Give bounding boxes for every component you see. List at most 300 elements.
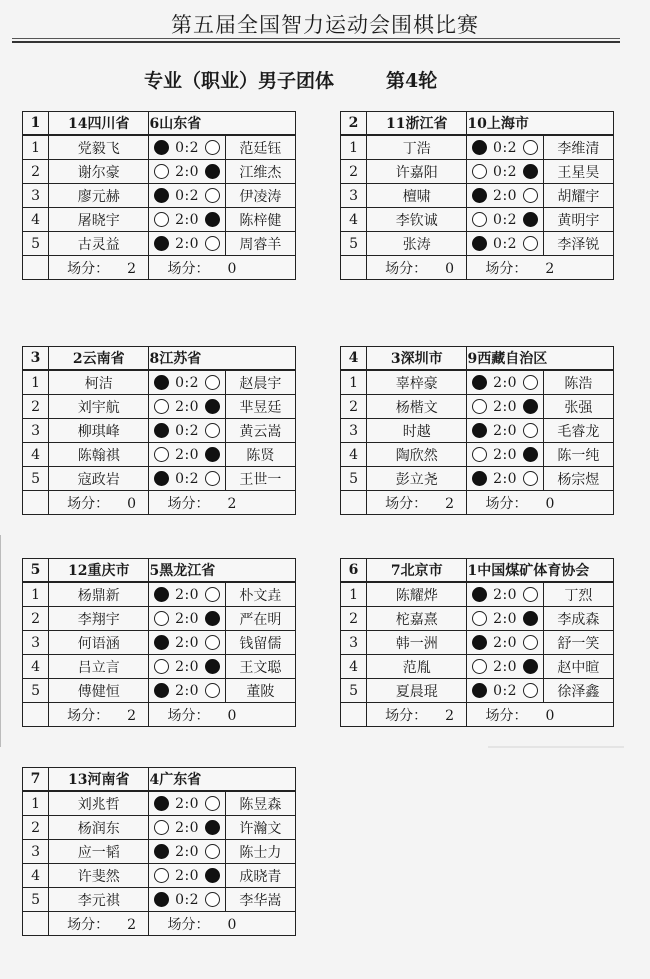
black-stone-icon: [154, 844, 169, 859]
team-1-points: [49, 703, 149, 727]
player-2: 钱留儒: [225, 631, 295, 655]
stone-1-cell: [467, 467, 491, 491]
player-1: 杨楷文: [367, 395, 467, 419]
player-1: 夏晨琨: [367, 679, 467, 703]
team-1-points: [367, 703, 467, 727]
board-number: 4: [341, 443, 367, 467]
stone-2-cell: [201, 443, 225, 467]
player-2: 赵中暄: [543, 655, 613, 679]
black-stone-icon: [523, 164, 538, 179]
team-2-name: 9西藏自治区: [467, 347, 614, 371]
stone-2-cell: [201, 395, 225, 419]
team-2-points: [149, 912, 296, 936]
points-label: 场分：: [167, 495, 210, 512]
points-label: 场分：: [67, 707, 110, 724]
board-score: 2:0: [173, 395, 201, 419]
player-1: 檀啸: [367, 184, 467, 208]
player-2: 徐泽鑫: [543, 679, 613, 703]
stone-2-cell: [201, 232, 225, 256]
board-score: 2:0: [491, 582, 519, 607]
player-1: 张涛: [367, 232, 467, 256]
board-row: [23, 582, 296, 607]
board-score: 2:0: [173, 864, 201, 888]
player-1: 陈翰祺: [49, 443, 149, 467]
black-stone-icon: [472, 423, 487, 438]
team-1-points: [49, 912, 149, 936]
player-1: 杨润东: [49, 816, 149, 840]
board-score: 0:2: [491, 208, 519, 232]
team-1-name: 14四川省: [49, 112, 149, 136]
stone-1-cell: [467, 443, 491, 467]
board-row: [23, 791, 296, 816]
board-row: [23, 631, 296, 655]
points-label: 场分：: [167, 707, 210, 724]
board-score: 2:0: [491, 443, 519, 467]
stone-1-cell: [467, 208, 491, 232]
white-stone-icon: [205, 375, 220, 390]
player-2: 李维清: [543, 135, 613, 160]
black-stone-icon: [472, 587, 487, 602]
stone-2-cell: [201, 419, 225, 443]
board-number: 1: [23, 370, 49, 395]
board-score: 2:0: [173, 816, 201, 840]
points-label: 场分：: [485, 707, 528, 724]
match-number: 1: [23, 112, 49, 136]
board-row: [23, 419, 296, 443]
board-number: 1: [23, 135, 49, 160]
player-1: 许嘉阳: [367, 160, 467, 184]
points-value: 0: [227, 260, 237, 277]
board-row: [23, 864, 296, 888]
board-row: [341, 135, 614, 160]
black-stone-icon: [472, 236, 487, 251]
stone-1-cell: [149, 888, 173, 912]
match-number: 6: [341, 559, 367, 583]
white-stone-icon: [205, 471, 220, 486]
board-number: 2: [23, 395, 49, 419]
points-label: 场分：: [67, 495, 110, 512]
team-2-points: [149, 703, 296, 727]
board-row: [23, 443, 296, 467]
white-stone-icon: [154, 164, 169, 179]
points-value: 0: [545, 495, 555, 512]
board-row: [23, 679, 296, 703]
board-number: 4: [341, 655, 367, 679]
white-stone-icon: [472, 399, 487, 414]
player-2: 黄云嵩: [225, 419, 295, 443]
points-value: 2: [445, 495, 455, 512]
board-score: 0:2: [491, 679, 519, 703]
stone-2-cell: [201, 840, 225, 864]
player-2: 陈士力: [225, 840, 295, 864]
stone-1-cell: [149, 840, 173, 864]
board-score: 0:2: [173, 135, 201, 160]
stone-2-cell: [519, 443, 543, 467]
player-2: 李成森: [543, 607, 613, 631]
board-score: 0:2: [173, 467, 201, 491]
player-2: 胡耀宇: [543, 184, 613, 208]
page-title: 第五届全国智力运动会围棋比赛: [171, 13, 479, 37]
board-row: [23, 370, 296, 395]
points-label: 场分：: [167, 260, 210, 277]
stone-1-cell: [467, 655, 491, 679]
points-value: 2: [127, 707, 137, 724]
stone-2-cell: [201, 679, 225, 703]
board-score: 2:0: [173, 232, 201, 256]
board-number: 4: [23, 443, 49, 467]
board-row: [341, 370, 614, 395]
team-2-name: 1中国煤矿体育协会: [467, 559, 614, 583]
stone-1-cell: [149, 864, 173, 888]
player-2: 成晓青: [225, 864, 295, 888]
stone-1-cell: [149, 395, 173, 419]
white-stone-icon: [523, 587, 538, 602]
stone-2-cell: [519, 582, 543, 607]
points-value: 0: [545, 707, 555, 724]
team-2-name: 5黑龙江省: [149, 559, 296, 583]
white-stone-icon: [154, 212, 169, 227]
board-row: [23, 655, 296, 679]
player-2: 陈梓健: [225, 208, 295, 232]
board-row: [341, 160, 614, 184]
white-stone-icon: [523, 375, 538, 390]
player-2: 李华嵩: [225, 888, 295, 912]
black-stone-icon: [205, 399, 220, 414]
player-1: 李翔宇: [49, 607, 149, 631]
match-table: [340, 346, 614, 515]
white-stone-icon: [154, 399, 169, 414]
stone-2-cell: [519, 208, 543, 232]
board-number: 4: [341, 208, 367, 232]
team-1-points: [367, 256, 467, 280]
board-number: 2: [341, 395, 367, 419]
white-stone-icon: [154, 611, 169, 626]
player-2: 王世一: [225, 467, 295, 491]
stone-2-cell: [519, 655, 543, 679]
team-1-name: 7北京市: [367, 559, 467, 583]
player-1: 谢尔豪: [49, 160, 149, 184]
board-row: [23, 467, 296, 491]
board-score: 2:0: [491, 395, 519, 419]
points-value: 2: [127, 916, 137, 933]
white-stone-icon: [523, 140, 538, 155]
footer-blank: [23, 491, 49, 515]
player-2: 陈一纯: [543, 443, 613, 467]
board-number: 2: [23, 816, 49, 840]
points-label: 场分：: [485, 495, 528, 512]
board-number: 5: [23, 232, 49, 256]
player-2: 黄明宇: [543, 208, 613, 232]
board-score: 2:0: [173, 631, 201, 655]
board-row: [341, 607, 614, 631]
match-number: 4: [341, 347, 367, 371]
black-stone-icon: [154, 423, 169, 438]
white-stone-icon: [472, 447, 487, 462]
points-value: 0: [227, 916, 237, 933]
team-2-points: [149, 256, 296, 280]
board-score: 2:0: [491, 370, 519, 395]
player-1: 辜梓豪: [367, 370, 467, 395]
board-row: [341, 419, 614, 443]
footer-blank: [23, 703, 49, 727]
event-subtitle: [144, 66, 437, 93]
stone-1-cell: [467, 135, 491, 160]
black-stone-icon: [154, 375, 169, 390]
player-1: 屠晓宇: [49, 208, 149, 232]
stone-1-cell: [149, 607, 173, 631]
stone-1-cell: [149, 679, 173, 703]
board-row: [341, 467, 614, 491]
player-2: 范廷钰: [225, 135, 295, 160]
board-row: [341, 582, 614, 607]
stone-1-cell: [149, 582, 173, 607]
black-stone-icon: [523, 611, 538, 626]
white-stone-icon: [472, 659, 487, 674]
stone-1-cell: [149, 791, 173, 816]
black-stone-icon: [205, 659, 220, 674]
player-2: 许瀚文: [225, 816, 295, 840]
stone-2-cell: [201, 184, 225, 208]
board-number: 1: [341, 370, 367, 395]
player-1: 李钦诚: [367, 208, 467, 232]
white-stone-icon: [472, 611, 487, 626]
team-2-points: [467, 491, 614, 515]
black-stone-icon: [472, 635, 487, 650]
board-number: 3: [23, 184, 49, 208]
player-1: 陈耀烨: [367, 582, 467, 607]
board-score: 2:0: [491, 631, 519, 655]
player-2: 陈贤: [225, 443, 295, 467]
board-row: [341, 679, 614, 703]
player-1: 傅健恒: [49, 679, 149, 703]
stone-1-cell: [149, 467, 173, 491]
points-value: 0: [445, 260, 454, 277]
board-number: 2: [341, 160, 367, 184]
stone-2-cell: [519, 395, 543, 419]
board-row: [341, 184, 614, 208]
player-2: 陈浩: [543, 370, 613, 395]
stone-1-cell: [467, 160, 491, 184]
stone-2-cell: [519, 232, 543, 256]
stone-1-cell: [149, 816, 173, 840]
white-stone-icon: [523, 423, 538, 438]
board-score: 2:0: [173, 679, 201, 703]
board-number: 5: [23, 467, 49, 491]
black-stone-icon: [523, 212, 538, 227]
player-1: 应一韬: [49, 840, 149, 864]
points-label: 场分：: [485, 260, 528, 277]
black-stone-icon: [205, 868, 220, 883]
player-1: 柳琪峰: [49, 419, 149, 443]
stone-1-cell: [467, 232, 491, 256]
board-row: [23, 232, 296, 256]
stone-1-cell: [149, 370, 173, 395]
player-2: 严在明: [225, 607, 295, 631]
white-stone-icon: [205, 635, 220, 650]
white-stone-icon: [154, 659, 169, 674]
white-stone-icon: [205, 140, 220, 155]
player-2: 江维杰: [225, 160, 295, 184]
black-stone-icon: [205, 447, 220, 462]
stone-1-cell: [467, 679, 491, 703]
player-1: 柁嘉熹: [367, 607, 467, 631]
stone-2-cell: [201, 888, 225, 912]
scan-edge: [0, 535, 1, 747]
points-label: 场分：: [167, 916, 210, 933]
player-1: 党毅飞: [49, 135, 149, 160]
board-number: 5: [341, 679, 367, 703]
player-1: 刘宇航: [49, 395, 149, 419]
match-table: [340, 558, 614, 727]
board-number: 4: [23, 864, 49, 888]
white-stone-icon: [205, 892, 220, 907]
player-2: 毛睿龙: [543, 419, 613, 443]
black-stone-icon: [472, 471, 487, 486]
round-label: 第4轮: [386, 70, 438, 92]
stone-1-cell: [467, 370, 491, 395]
player-2: 张强: [543, 395, 613, 419]
black-stone-icon: [154, 140, 169, 155]
player-2: 王星昊: [543, 160, 613, 184]
stone-2-cell: [201, 467, 225, 491]
player-1: 时越: [367, 419, 467, 443]
player-1: 许斐然: [49, 864, 149, 888]
points-value: 2: [445, 707, 455, 724]
footer-blank: [23, 912, 49, 936]
stone-2-cell: [519, 135, 543, 160]
board-row: [23, 395, 296, 419]
player-2: 周睿羊: [225, 232, 295, 256]
stone-1-cell: [149, 631, 173, 655]
board-score: 0:2: [491, 232, 519, 256]
board-number: 3: [23, 840, 49, 864]
footer-blank: [341, 703, 367, 727]
board-score: 2:0: [173, 208, 201, 232]
board-score: 0:2: [173, 419, 201, 443]
board-number: 4: [23, 208, 49, 232]
black-stone-icon: [472, 140, 487, 155]
board-number: 2: [341, 607, 367, 631]
board-number: 3: [341, 631, 367, 655]
stone-2-cell: [519, 160, 543, 184]
stone-2-cell: [201, 816, 225, 840]
team-2-name: 8江苏省: [149, 347, 296, 371]
white-stone-icon: [523, 683, 538, 698]
board-score: 2:0: [173, 607, 201, 631]
board-row: [23, 135, 296, 160]
board-row: [23, 184, 296, 208]
stone-2-cell: [519, 370, 543, 395]
player-2: 伊凌涛: [225, 184, 295, 208]
stone-1-cell: [149, 232, 173, 256]
black-stone-icon: [523, 659, 538, 674]
points-label: 场分：: [385, 707, 428, 724]
stone-2-cell: [519, 607, 543, 631]
stone-1-cell: [149, 655, 173, 679]
black-stone-icon: [205, 164, 220, 179]
stone-2-cell: [201, 631, 225, 655]
footer-blank: [341, 491, 367, 515]
black-stone-icon: [154, 796, 169, 811]
team-1-points: [367, 491, 467, 515]
board-row: [23, 160, 296, 184]
board-score: 0:2: [491, 160, 519, 184]
white-stone-icon: [205, 236, 220, 251]
black-stone-icon: [205, 212, 220, 227]
stone-2-cell: [201, 607, 225, 631]
white-stone-icon: [205, 587, 220, 602]
board-number: 5: [341, 232, 367, 256]
board-score: 2:0: [173, 840, 201, 864]
footer-blank: [23, 256, 49, 280]
board-row: [341, 208, 614, 232]
board-row: [23, 840, 296, 864]
points-value: 2: [227, 495, 237, 512]
stone-2-cell: [519, 631, 543, 655]
stone-2-cell: [201, 864, 225, 888]
board-number: 5: [23, 888, 49, 912]
board-number: 1: [23, 791, 49, 816]
board-score: 0:2: [173, 888, 201, 912]
points-value: 0: [127, 495, 137, 512]
white-stone-icon: [523, 188, 538, 203]
black-stone-icon: [205, 820, 220, 835]
match-number: 2: [341, 112, 367, 136]
black-stone-icon: [154, 892, 169, 907]
stone-2-cell: [519, 419, 543, 443]
stone-2-cell: [519, 679, 543, 703]
white-stone-icon: [205, 796, 220, 811]
team-1-points: [49, 256, 149, 280]
board-score: 0:2: [173, 370, 201, 395]
player-1: 寇政岩: [49, 467, 149, 491]
team-2-points: [467, 703, 614, 727]
team-2-points: [467, 256, 614, 280]
stone-1-cell: [467, 631, 491, 655]
black-stone-icon: [154, 236, 169, 251]
board-score: 2:0: [173, 791, 201, 816]
player-2: 舒一笑: [543, 631, 613, 655]
black-stone-icon: [472, 188, 487, 203]
player-1: 廖元赫: [49, 184, 149, 208]
black-stone-icon: [154, 683, 169, 698]
board-number: 1: [341, 135, 367, 160]
stone-1-cell: [467, 395, 491, 419]
board-number: 3: [341, 184, 367, 208]
board-score: 2:0: [491, 184, 519, 208]
white-stone-icon: [472, 212, 487, 227]
stone-1-cell: [467, 419, 491, 443]
player-2: 董陂: [225, 679, 295, 703]
stone-2-cell: [201, 655, 225, 679]
board-score: 2:0: [491, 467, 519, 491]
board-number: 4: [23, 655, 49, 679]
match-table: [22, 346, 296, 515]
white-stone-icon: [205, 188, 220, 203]
player-2: 王文聪: [225, 655, 295, 679]
player-1: 刘兆哲: [49, 791, 149, 816]
board-number: 5: [23, 679, 49, 703]
board-row: [341, 655, 614, 679]
board-row: [23, 208, 296, 232]
player-2: 丁烈: [543, 582, 613, 607]
board-number: 5: [341, 467, 367, 491]
team-1-name: 13河南省: [49, 768, 149, 792]
stone-2-cell: [201, 160, 225, 184]
white-stone-icon: [523, 236, 538, 251]
stone-2-cell: [201, 135, 225, 160]
board-number: 1: [23, 582, 49, 607]
